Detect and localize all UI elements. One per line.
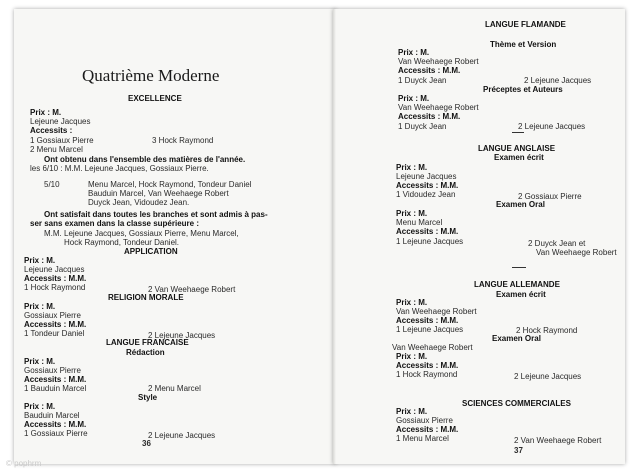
commerciales-heading: SCIENCES COMMERCIALES [462,399,571,408]
accessits-label: Accessits : M.M. [396,425,459,434]
accessits-label: Accessits : M.M. [396,181,459,190]
accessit-entry: 1 Vidoudez Jean [396,190,456,199]
accessit-entry: 2 Lejeune Jacques [514,372,582,381]
prize-winner: Van Weehaege Robert [398,103,479,112]
prize-label: Prix : M. [396,352,428,361]
allemande-heading: LANGUE ALLEMANDE [474,280,560,289]
accessits-label: Accessits : M.M. [396,316,459,325]
prize-label: Prix : M. [24,302,56,311]
accessit-entry: 1 Duyck Jean [398,76,447,85]
accessit-entry: 2 Duyck Jean et [528,239,586,248]
section-divider [512,267,526,268]
prize-winner: Van Weehaege Robert [396,307,477,316]
style-heading: Style [138,393,158,402]
score-label: 5/10 [44,180,60,189]
notice-line: Ont satisfait dans toutes les branches et sont admis à pas- [44,210,268,219]
accessit-entry: 1 Bauduin Marcel [24,384,87,393]
prize-winner: Lejeune Jacques [396,172,457,181]
page-title: Quatrième Moderne [82,66,220,85]
preceptes-heading: Préceptes et Auteurs [483,85,563,94]
page-fold [333,9,336,464]
notice-line: Menu Marcel, Hock Raymond, Tondeur Daniel [88,180,252,189]
accessit-entry: 2 Lejeune Jacques [148,331,216,340]
redaction-heading: Rédaction [126,348,165,357]
prize-winner: Gossiaux Pierre [24,366,81,375]
accessit-entry: 2 Menu Marcel [30,145,83,154]
accessit-entry: 1 Lejeune Jacques [396,325,464,334]
page-number: 36 [142,439,151,448]
flamande-heading: LANGUE FLAMANDE [485,20,566,29]
prize-winner: Lejeune Jacques [30,117,91,126]
prize-label: Prix : M. [396,163,428,172]
accessit-entry: 1 Duyck Jean [398,122,447,131]
accessit-entry: 2 Gossiaux Pierre [518,192,582,201]
theme-heading: Thème et Version [490,40,557,49]
page-number: 37 [514,446,523,455]
accessits-label: Accessits : M.M. [398,66,461,75]
allemande-ecrit-heading: Examen écrit [496,290,546,299]
accessit-entry: 1 Gossiaux Pierre [24,429,88,438]
accessits-label: Accessits : M.M. [24,375,87,384]
accessit-entry: 1 Tondeur Daniel [24,329,85,338]
prize-label: Prix : M. [24,256,56,265]
prize-label: Prix : M. [396,407,428,416]
accessits-label: Accessits : [30,126,73,135]
prize-winner: Lejeune Jacques [24,265,85,274]
accessits-label: Accessits : M.M. [24,420,87,429]
accessits-label: Accessits : M.M. [396,361,459,370]
anglaise-heading: LANGUE ANGLAISE [478,144,556,153]
accessit-entry: 2 Menu Marcel [148,384,201,393]
allemande-oral-heading: Examen Oral [492,334,541,343]
notice-line: Bauduin Marcel, Van Weehaege Robert [88,189,229,198]
accessit-entry: 1 Lejeune Jacques [396,237,464,246]
anglaise-ecrit-heading: Examen écrit [494,153,544,162]
accessits-label: Accessits : M.M. [24,320,87,329]
accessit-entry: 1 Hock Raymond [24,283,86,292]
prize-label: Prix : M. [396,209,428,218]
accessits-label: Accessits : M.M. [24,274,87,283]
accessits-label: Accessits : M.M. [398,112,461,121]
accessit-entry: 2 Van Weehaege Robert [148,285,236,294]
watermark: © pophrm [6,459,42,468]
prize-label: Prix : M. [24,402,56,411]
accessit-entry: 2 Lejeune Jacques [148,431,216,440]
prize-winner: Van Weehaege Robert [392,343,473,352]
accessit-entry: 2 Lejeune Jacques [518,122,586,131]
accessit-entry: 1 Gossiaux Pierre [30,136,94,145]
prize-winner: Van Weehaege Robert [398,57,479,66]
prize-label: Prix : M. [24,357,56,366]
application-heading: APPLICATION [124,247,178,256]
excellence-heading: EXCELLENCE [128,94,182,103]
prize-winner: Menu Marcel [396,218,443,227]
section-divider [512,132,524,133]
notice-line: Ont obtenu dans l'ensemble des matières de l'année. [44,155,246,164]
prize-winner: Bauduin Marcel [24,411,80,420]
anglaise-oral-heading: Examen Oral [496,200,545,209]
accessit-entry: 1 Menu Marcel [396,434,449,443]
accessits-label: Accessits : M.M. [396,227,459,236]
accessit-entry: 2 Lejeune Jacques [524,76,592,85]
prize-label: Prix : M. [398,48,430,57]
notice-line: Hock Raymond, Tondeur Daniel. [64,238,180,247]
accessit-entry: 2 Hock Raymond [516,326,578,335]
prize-winner: Gossiaux Pierre [24,311,81,320]
prize-winner: Gossiaux Pierre [396,416,453,425]
accessit-entry: 1 Hock Raymond [396,370,458,379]
notice-line: M.M. Lejeune Jacques, Gossiaux Pierre, Menu Marcel, [44,229,239,238]
notice-line: les 6/10 : M.M. Lejeune Jacques, Gossiaux Pierre. [30,164,209,173]
prize-label: Prix : M. [398,94,430,103]
francaise-heading: LANGUE FRANCAISE [106,338,189,347]
religion-heading: RELIGION MORALE [108,293,184,302]
notice-line: ser sans examen dans la classe supérieure : [30,219,199,228]
prize-label: Prix : M. [30,108,62,117]
prize-label: Prix : M. [396,298,428,307]
accessit-entry: 3 Hock Raymond [152,136,214,145]
notice-line: Duyck Jean, Vidoudez Jean. [88,198,190,207]
accessit-entry: Van Weehaege Robert [536,248,617,257]
accessit-entry: 2 Van Weehaege Robert [514,436,602,445]
